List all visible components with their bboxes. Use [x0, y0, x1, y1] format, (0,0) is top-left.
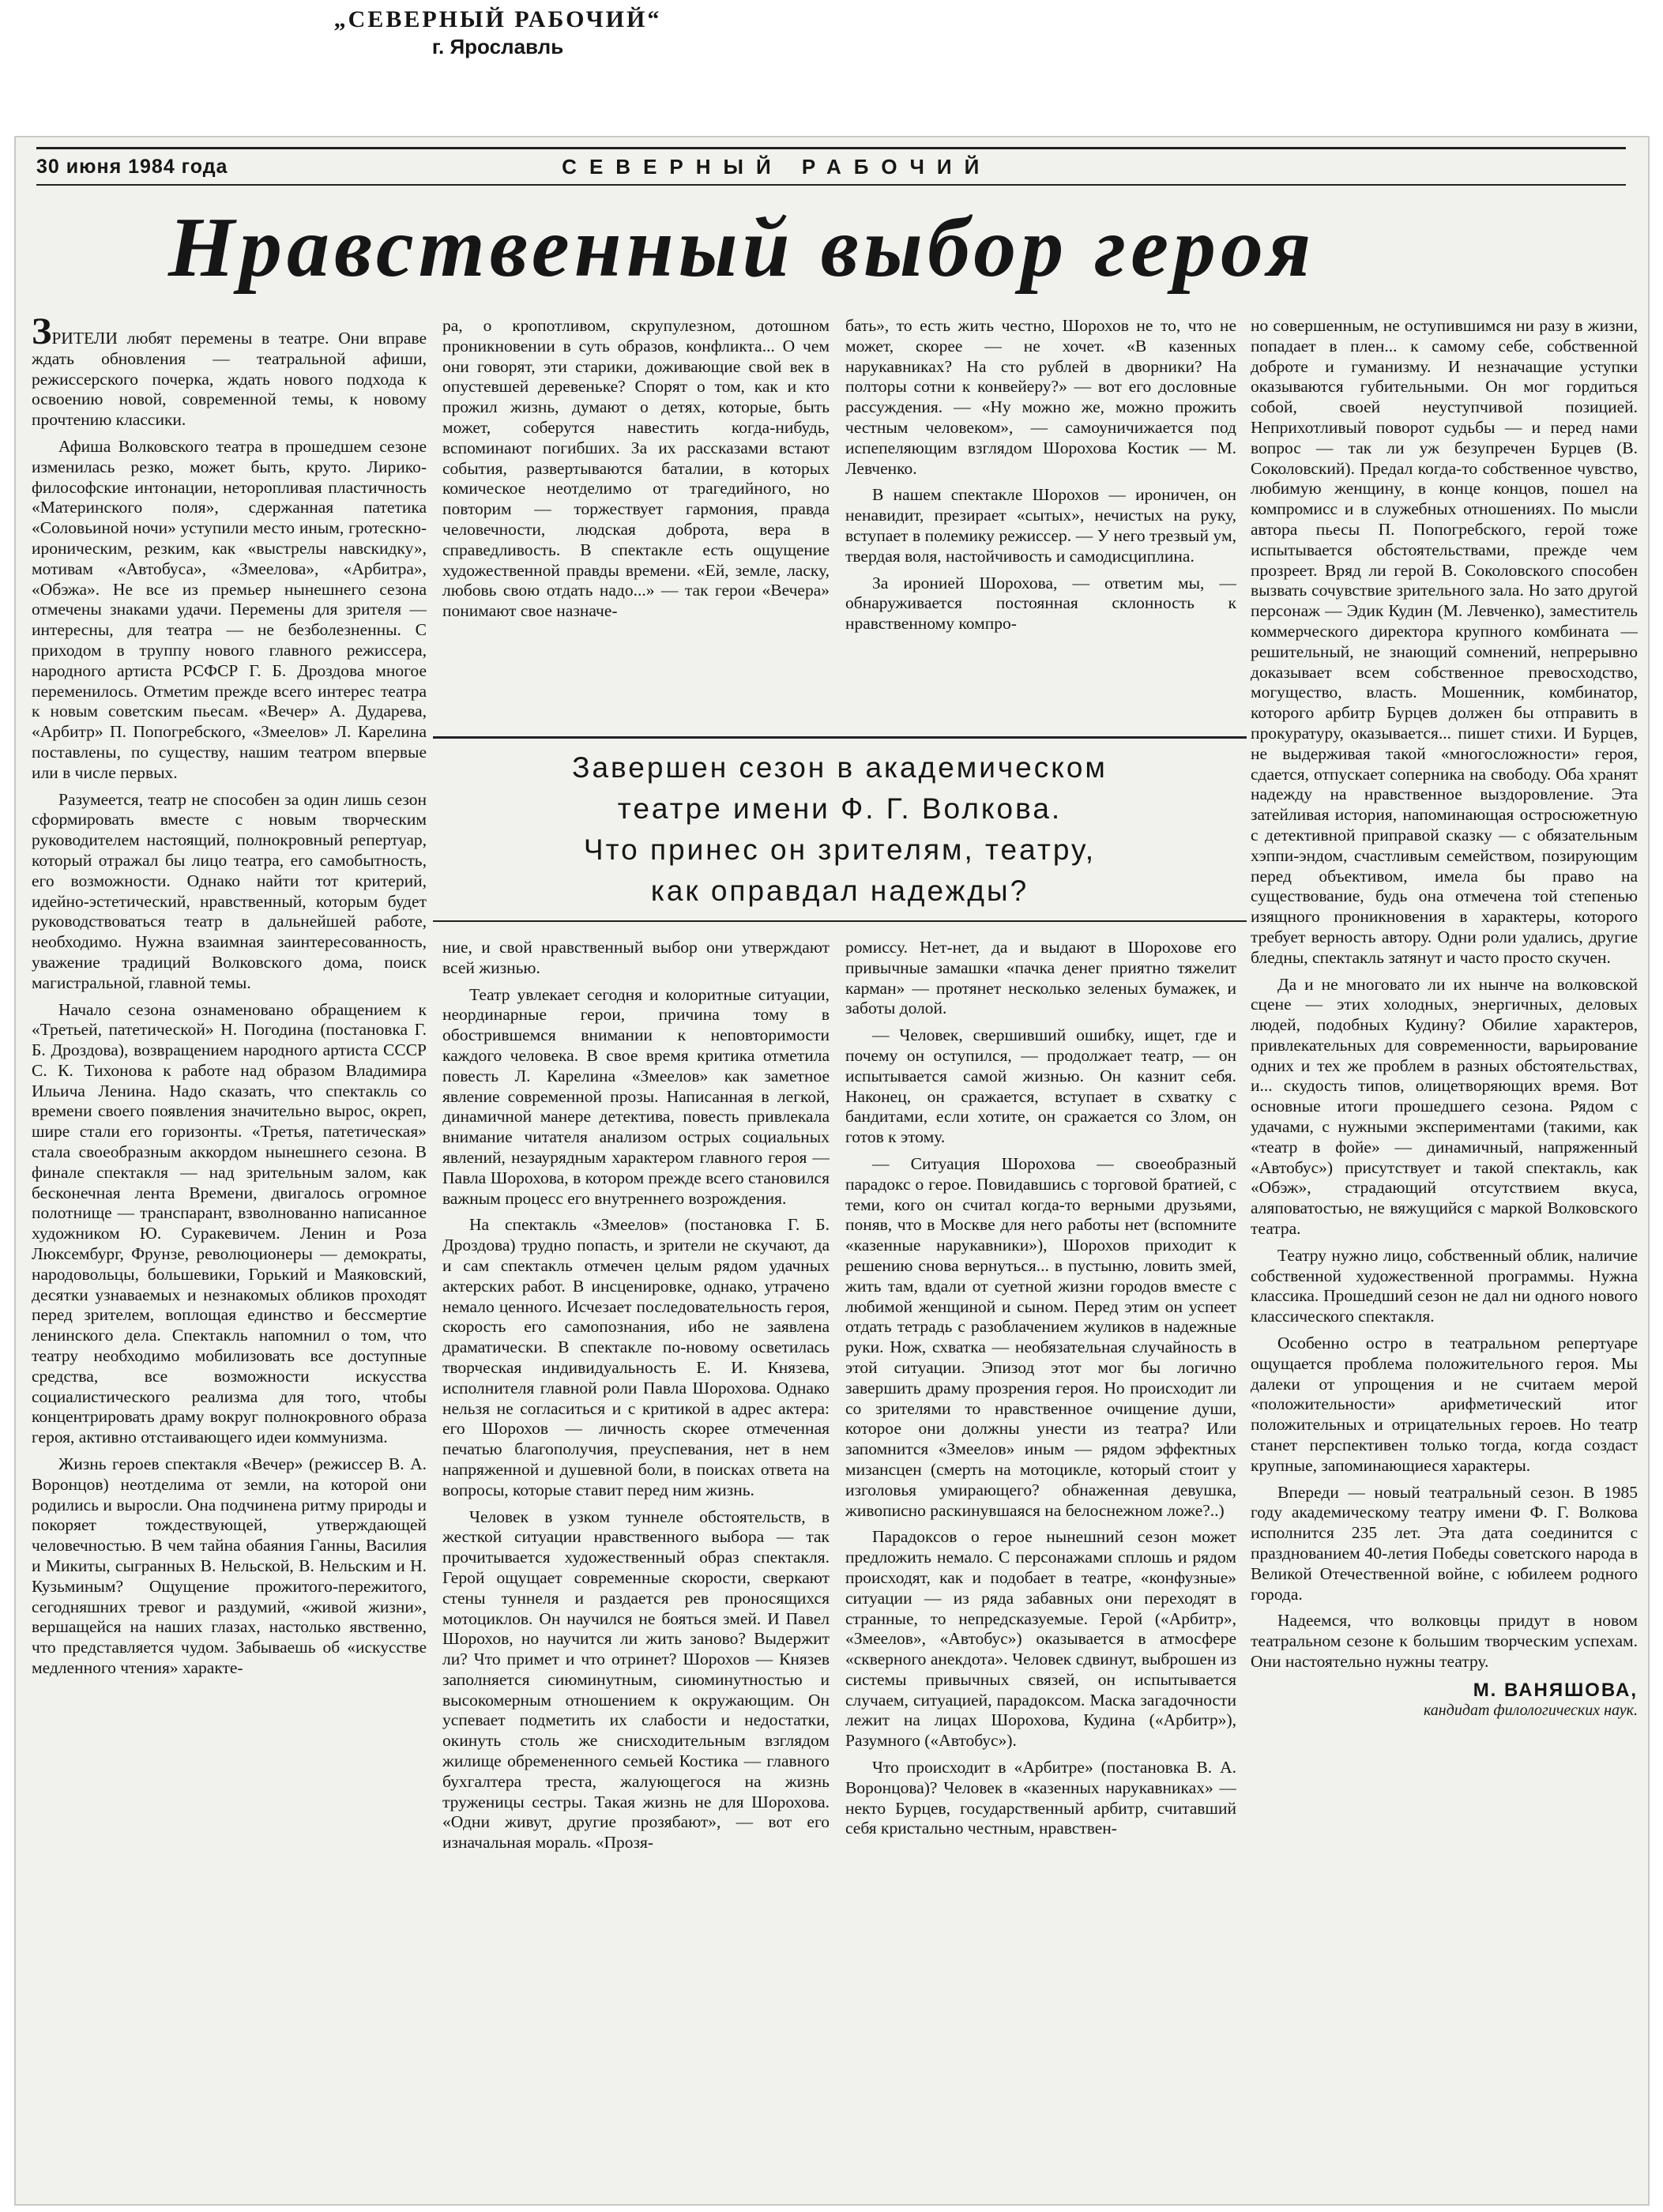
paragraph: Впереди — новый театральный сезон. В 1985 году академическому театру имени Ф. Г. Волкова исполнится 235 лет. Эта дата соединится с празднованием 40-летия Победы советского народа в Великой Отечественной войне, с юбилеем родного города.	[1251, 1482, 1638, 1604]
stamp-newspaper-title: „СЕВЕРНЫЙ РАБОЧИЙ“	[333, 6, 662, 32]
issue-date: 30 июня 1984 года	[36, 155, 228, 178]
paragraph: бать», то есть жить честно, Шорохов не то, что не может, скорее — не хочет. «В казенных нарукавниках? На сто рублей в дворники? На полторы сотни к конвейеру?» — вот его дословные рассуждения. — «Ну можно же, можно прожить честным человеком», — самоуничижается под испепеляющим взглядом Шорохова Костик — М. Левченко.	[845, 316, 1236, 478]
column-2-bottom	[442, 938, 830, 2204]
subheading-line: Завершен сезон в академическом	[572, 751, 1108, 784]
paragraph: Начало сезона ознаменовано обращением к «Третьей, патетической» Н. Погодина (постановка Г. Б. Дроздова), возвращением народного артиста СССР С. К. Тихонова к работе над образом Владимира Ильича Ленина. Надо сказать, что спектакль со времени своего появления значительно вырос, окреп, шире стали его горизонты. «Третья, патетическая» стала своеобразным аккордом нынешнего сезона. В финале спектакля — над зрительным залом, как бесконечная лента Времени, двигалось огромное полотнище — транспарант, взволнованно написанное художником Ю. Суракевичем. Ленин и Роза Люксембург, Фрунзе, революционеры — демократы, народовольцы, большевики, Горький и Маяковский, десятки узнаваемых и незнакомых обликов проходят перед зрителем, воплощая единство и бессмертие ленинского дела. Спектакль напомнил о том, что театру необходимо мобилизовать все доступные средства, все возможности искусства социалистического реализма для того, чтобы концентрировать драму вокруг полнокровного образа героя, активно отстаивающего идеи коммунизма.	[32, 999, 427, 1447]
subheading-line: театре имени Ф. Г. Волкова.	[617, 792, 1063, 825]
paragraph: Парадоксов о герое нынешний сезон может предложить немало. С персонажами сплошь и рядом происходят, как и подобает в театре, «конфузные» ситуации — из ряда забавных они переходят в странные, то непредсказуемые. Герой («Арбитр», «Змеелов», «Автобус») оказывается в атмосфере «скверного анекдота». Человек сдвинут, выброшен из системы привычных связей, он испытывается случаем, ситуацией, парадоксом. Маска загадочности лежит на лицах Шорохова, Кудина («Арбитр»), Разумного («Автобус»).	[845, 1527, 1236, 1751]
masthead	[36, 147, 1626, 186]
paragraph: Надеемся, что волковцы придут в новом театральном сезоне к большим творческим успехам. Они настоятельно нужны театру.	[1251, 1611, 1638, 1671]
subheading-line: как оправдал надежды?	[650, 875, 1029, 907]
paragraph: — Ситуация Шорохова — своеобразный парадокс о герое. Повидавшись с торговой братией, с теми, кого он считал когда-то верными друзьями, поняв, что в Москве для него работы нет (вспомните «казенные нарукавники»), Шорохов приходит к решению снова вернуться... в пустыню, ловить змей, жить там, вдали от суетной жизни городов вместе с любимой женщиной и сыном. Перед этим он успеет отдать тетрадь с разоблачением жуликов в надежные руки. Нож, схватка — необязательная случайность в этой ситуации. Эпизод этот мог бы логично завершить драму прозрения героя. Но происходит ли со зрителями то нравственное очищение души, которое они должны унести из театра? Или запомнится «Змеелов» иным — рядом эффектных мизансцен (смерть на мотоцикле, который стоит у изголовья умирающего? обнаженная девушка, живописно раскинувшаяся на белоснежном ложе?..)	[845, 1153, 1236, 1520]
drop-cap: З	[32, 316, 52, 352]
paragraph: Человек в узком туннеле обстоятельств, в жесткой ситуации нравственного выбора — так прочитывается художественный образ спектакля. Герой ощущает современные скорости, сверкают стены туннеля и раздается рев проносящихся мотоциклов. Он научился не бояться змей. И Павел Шорохов, но научится ли жить заново? Выдержит ли? Что примет и что отринет? Шорохов — Князев заполняется сиюминутным, сиюминутностью и высокомерным отношением к окружающим. Он успевает подметить их слабости и недостатки, окинуть столь же снисходительным взглядом жилище обремененного семьей Костика — главного бухгалтера треста, жалующегося на жизнь труженицы сестры. Такая жизнь не для Шорохова. «Одни живут, другие прозябают», — вот его изначальная мораль. «Прозя-	[442, 1507, 830, 1853]
subheading-line: Что принес он зрителям, театру,	[583, 833, 1097, 866]
paragraph: ромиссу. Нет-нет, да и выдают в Шорохове его привычные замашки «пачка денег приятно тяжелит карман» — протянет несколько зеленых бумажек, и заботы долой.	[845, 938, 1236, 1018]
paragraph: Да и не многовато ли их нынче на волковской сцене — этих холодных, энергичных, деловых людей, подобных Кудину? Обилие характеров, привлекательных для современности, варьирование одних и тех же проблем в разных обстоятельствах, и... скудость типов, олицетворяющих время. Вот основные итоги прошедшего сезона. Рядом с удачами, с нужными экспериментами (такими, как «театр в фойе» — динамичный, напряженный «Автобус») присутствует и такой спектакль, как «Обэж», страдающий отсутствием вкуса, аляповатостью, не вяжущийся с маркой Волковского театра.	[1251, 974, 1638, 1239]
paragraph: На спектакль «Змеелов» (постановка Г. Б. Дроздова) трудно попасть, и зрители не скучают, да и сам спектакль отмечен целым рядом удачных актерских работ. В инсценировке, однако, утрачено немало ценного. Исчезает последовательность героя, скорость его самопознания, ибо не заявлена драматически. В спектакле по-новому осветилась творческая индивидуальность Е. И. Князева, исполнителя главной роли Павла Шорохова. Однако нельзя не согласиться и с критикой в адрес актера: его Шорохов — личность скорее отмеченная печатью благополучия, преуспевания, нет в нем напряженной и душевной боли, в поисках ответа на вопросы, которые ставит перед ним жизнь.	[442, 1215, 830, 1499]
paragraph: За иронией Шорохова, — ответим мы, — обнаруживается постоянная склонность к нравственному компро-	[845, 573, 1236, 634]
stamp-city: г. Ярославль	[431, 35, 564, 58]
paragraph: Афиша Волковского театра в прошедшем сезоне изменилась резко, может быть, круто. Лирико-философские интонации, неторопливая пластичность «Материнского поля», сдержанная патетика «Соловьиной ночи» уступили место иным, гротескно-ироническим, резким, как «выстрелы навскидку», мотивам «Автобуса», «Змеелова», «Арбитра», «Обэжа». Не все из премьер нынешнего сезона отмечены знаками удачи. Перемены для зрителя — интересны, для театра — не безболезненны. С приходом в труппу нового главного режиссера, народного артиста РСФСР Г. Б. Дроздова многое переменилось. Отметим прежде всего интерес театра к новым советским пьесам. «Вечер» А. Дударева, «Арбитр» П. Попогребского, «Змеелов» Л. Карелина поставлены, по существу, нашим театром впервые или в числе первых.	[32, 436, 427, 782]
newspaper-name: СЕВЕРНЫЙ РАБОЧИЙ	[562, 154, 992, 179]
paragraph: ние, и свой нравственный выбор они утверждают всей жизнью.	[442, 938, 830, 977]
article-subheading	[433, 736, 1247, 922]
paragraph: ра, о кропотливом, скрупулезном, дотошном проникновении в суть образов, конфликта... О чем они говорят, эти старики, доживающие свой век в опустевшей деревеньке? Спорят о том, как и кто прожил жизнь, думают о детях, которые, быть может, соберутся навестить когда-нибудь, вспоминают погибших. За их рассказами встают события, развертываются баталии, в которых комическое неотделимо от трагедийного, но повторим — торжествует гармония, правда человечности, людская доброта, вера в справедливость. В спектакле есть ощущение художественной правды времени. «Ей, земле, ласку, любовь свою отдать надо...» — так герои «Вечера» понимают свое назначе-	[442, 316, 830, 621]
author-signature: М. ВАНЯШОВА,	[1473, 1679, 1638, 1701]
author-title: кандидат филологических наук.	[1423, 1701, 1638, 1719]
clipping-stamp	[277, 6, 719, 59]
paragraph: но совершенным, не оступившимся ни разу в жизни, попадает в плен... к самому себе, собственной доброте и гуманизму. И незначащие уступки оказываются губительными. Он мог гордиться собой, своей неуступчивой позицией. Неприхотливый поворот судьбы — и перед нами вопрос — так ли уж безупречен Бурцев (В. Соколовский). Предал когда-то собственное чувство, любимую женщину, в конце концов, пошел на компромисс и в служебных отношениях. По мысли автора пьесы П. Попогребского, герой тоже испытывается обстоятельствами, прежде чем прозреет. Вряд ли герой В. Соколовского способен вызвать сочувствие зрительного зала. Но зато другой персонаж — Эдик Кудин (М. Левченко), заместитель коммерческого директора крупного комбината — решительный, не знающий сомнений, непрерывно доказывает всем собственное превосходство, могущество, власть. Мошенник, комбинатор, которого арбитр Бурцев должен бы отправить в прокуратуру, оказывается... пишет стихи. И Бурцев, не выдерживая такой «многосложности» героя, сдается, отпускает соперника на свободу. Оба хранят надежду на нравственное выздоровление. Эта затейливая история, напоминающая остросюжетную с детективной приправой сказку — с обязательным хэппи-эндом, счастливым семейством, позирующим перед объективом, имела бы право на существование, будь она отмечена той степенью изящного проникновения в характеры, которого требует верность автору. Одни роли удались, другие бледны, спектакль затянут и часто просто скучен.	[1251, 316, 1638, 967]
lead-paragraph	[32, 316, 427, 431]
paragraph: — Человек, свершивший ошибку, ищет, где и почему он оступился, — продолжает театр, — он испытывается самой жизнью. Он казнит себя. Наконец, он сражается, вступает в схватку с бандитами, если хотите, он сражается со Злом, он готов к этому.	[845, 1025, 1236, 1147]
paragraph: Жизнь героев спектакля «Вечер» (режиссер В. А. Воронцов) неотделима от земли, на которой они родились и выросли. Она подчинена ритму природы и покоряет тождествующей, утверждающей человечностью. В чем тайна обаяния Ганны, Василия и Микиты, сыгранных В. Нельской, В. Нельским и Н. Кузьминым? Ощущение прожитого-пережитого, сегодняшних тревог и раздумий, «живой жизни», вершащейся на наших глазах, настолько явственно, что представляется чудом. Забываешь об «искусстве медленного чтения» характе-	[32, 1454, 427, 1677]
column-4	[1251, 316, 1638, 2204]
article-headline: Нравственный выбор героя	[168, 201, 1316, 295]
paragraph: Театр увлекает сегодня и колоритные ситуации, неординарные герои, причина тому в обострившемся внимании к неповторимости каждого человека. В свое время критика отметила повесть Л. Карелина «Змеелов» как заметное явление современной прозы. Написанная в легкой, динамичной манере детектива, повесть привлекала внимание читателя анализом острых социальных явлений, незаурядным характером главного героя — Павла Шорохова, в котором прежде всего становился важным процесс его внутреннего возрождения.	[442, 984, 830, 1208]
lead-text: РИТЕЛИ любят перемены в театре. Они вправе ждать обновления — театральной афиши, режиссерского почерка, ждать нового подхода к освоению новой, современной темы, к новому прочтению классики.	[32, 329, 427, 430]
column-3-bottom	[845, 938, 1236, 2204]
column-1	[32, 316, 427, 2204]
paragraph: Особенно остро в театральном репертуаре ощущается проблема положительного героя. Мы далеки от упрощения и не считаем мерой «положительности» арифметический итог положительных и отрицательных героев. Но театр станет перспективен только тогда, когда создаст крупные, запоминающиеся характеры.	[1251, 1334, 1638, 1475]
paragraph: В нашем спектакле Шорохов — ироничен, он ненавидит, презирает «сытых», нечистых на руку, вступает в полемику режиссер. — У него трезвый ум, твердая воля, настойчивость и самодисциплина.	[845, 485, 1236, 566]
paragraph: Театру нужно лицо, собственный облик, наличие собственной художественной программы. Нужна классика. Прошедший сезон не дал ни одного нового классического спектакля.	[1251, 1245, 1638, 1326]
paragraph: Что происходит в «Арбитре» (постановка В. А. Воронцова)? Человек в «казенных нарукавниках» — некто Бурцев, государственный арбитр, считавший себя кристально честным, нравствен-	[845, 1758, 1236, 1838]
newspaper-clipping	[14, 136, 1650, 2206]
paragraph: Разумеется, театр не способен за один лишь сезон сформировать вместе с новым творческим руководителем настоящий, полнокровный репертуар, который отражал бы лицо театра, его самобытность, его возможности. Однако найти тот критерий, идейно-эстетический, нравственный, которым будет руководствоваться театр в дальнейшей работе, необходимо. Нужна взаимная заинтересованность, уважение традиций Волковского дома, поиск магистральной, главной темы.	[32, 789, 427, 992]
